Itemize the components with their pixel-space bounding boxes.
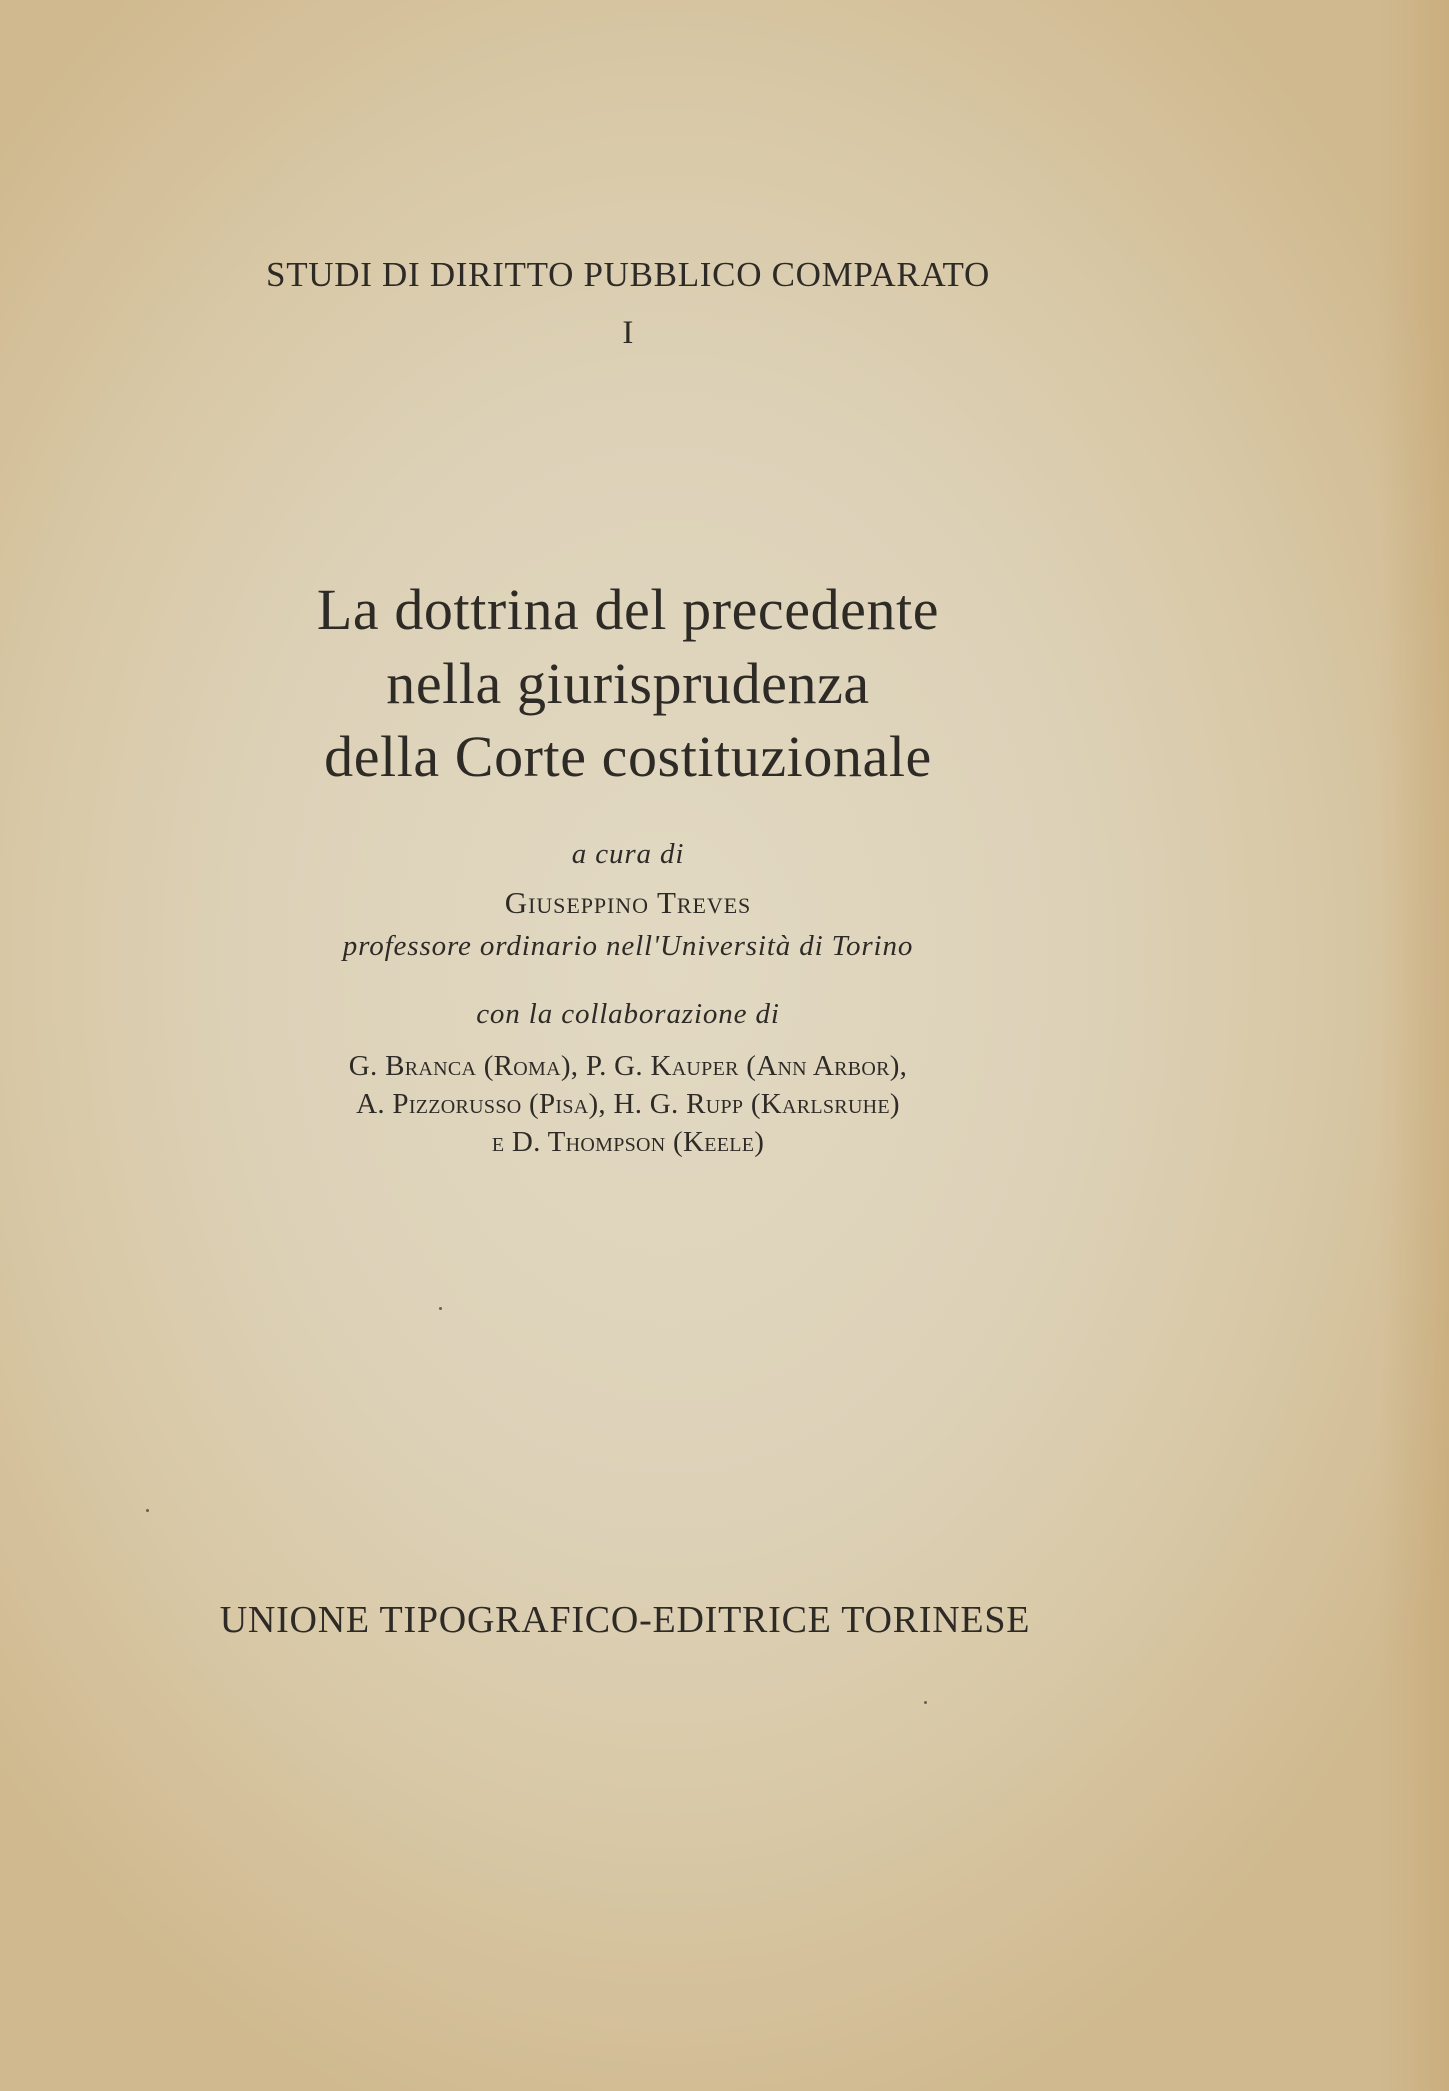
volume-number: I [622, 315, 634, 351]
series-title: STUDI DI DIRITTO PUBBLICO COMPARATO [266, 255, 990, 294]
contributors-line-1: G. Branca (Roma), P. G. Kauper (Ann Arbor), [348, 1050, 908, 1082]
paper-speck [146, 1509, 149, 1512]
page-edge-shading [1379, 0, 1449, 2091]
contributors-line-2: A. Pizzorusso (Pisa), H. G. Rupp (Karlsruhe) [356, 1088, 900, 1120]
book-title-line-3: della Corte costituzionale [324, 724, 932, 789]
book-title-line-2: nella giurisprudenza [386, 651, 870, 716]
publisher-name: UNIONE TIPOGRAFICO-EDITRICE TORINESE [219, 1599, 1031, 1641]
editor-intro: a cura di [571, 838, 685, 870]
paper-speck [439, 1307, 442, 1310]
paper-speck [924, 1701, 927, 1704]
editor-affiliation: professore ordinario nell'Università di Torino [342, 930, 914, 962]
editor-name: Giuseppino Treves [504, 885, 752, 920]
contributors-line-3: e D. Thompson (Keele) [491, 1126, 765, 1158]
book-title-line-1: La dottrina del precedente [316, 577, 940, 642]
collaboration-intro: con la collaborazione di [476, 998, 780, 1030]
